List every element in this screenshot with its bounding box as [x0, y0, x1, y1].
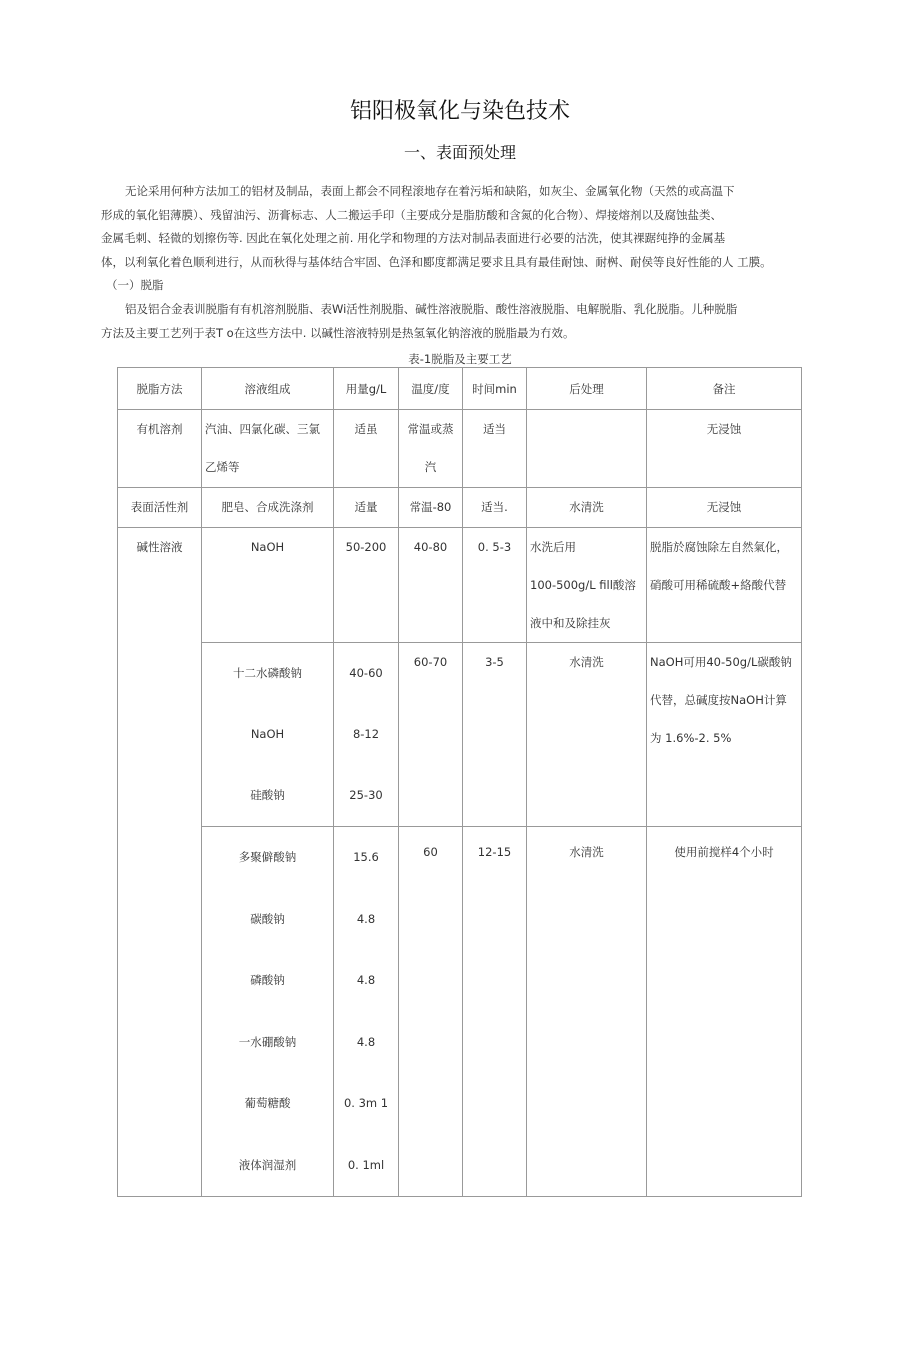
cell-text: 硝酸可用稀硫酸+絡酸代替 — [650, 578, 787, 592]
column-header: 用量g/L — [334, 368, 399, 410]
table-row — [118, 827, 802, 1197]
column-header: 备注 — [647, 368, 802, 410]
cell-post — [527, 488, 647, 528]
cell-temp — [399, 643, 463, 827]
cell-note — [647, 827, 802, 1197]
cell-text: 适当. — [481, 500, 508, 514]
cell-amount — [334, 528, 399, 643]
cell-text: 表面活性剂 — [130, 500, 189, 514]
column-header: 时间min — [463, 368, 527, 410]
degrease-table — [117, 367, 802, 1197]
cell-composition — [202, 827, 334, 1197]
cell-temp — [399, 827, 463, 1197]
cell-text: 常温或蒸 — [407, 422, 454, 436]
text-line: 无论采用何种方法加工的铝材及制品，表面上都会不同程滚地存在着污垢和缺陷，如灰尘、金属氧化物（天然的或高温下 — [125, 184, 735, 198]
table-row — [118, 643, 802, 827]
cell-post — [527, 827, 647, 1197]
column-header: 后处理 — [527, 368, 647, 410]
table-caption: 表-1脱脂及主要工艺 — [408, 352, 512, 366]
cell-text: 适量 — [354, 500, 378, 514]
cell-text: 适当 — [483, 422, 506, 436]
cell-note — [647, 528, 802, 643]
cell-text: 0. 3m 1 — [343, 1096, 389, 1110]
cell-text: 8-12 — [352, 727, 380, 741]
cell-text: 常温-80 — [409, 500, 452, 514]
cell-text: 液中和及除挂灰 — [530, 616, 611, 630]
cell-text: 脱脂於腐蚀除左自然氣化， — [650, 540, 788, 554]
cell-text: NaOH — [250, 540, 285, 554]
cell-temp — [399, 528, 463, 643]
cell-text: 水洗后用 — [530, 540, 576, 554]
subsection-heading — [106, 274, 816, 298]
section-title: 一、表面预处理 — [403, 143, 516, 162]
text-line: 方法及主要工艺列于表T o在这些方法中. 以碱性溶液特别是热氢氧化钠溶液的脱脂最为冇效。 — [101, 325, 575, 340]
cell-text: NaOH可用40-50g/L碳酸钠 — [650, 655, 792, 669]
cell-amount — [334, 410, 399, 488]
cell-composition — [202, 410, 334, 488]
cell-time — [463, 643, 527, 827]
cell-temp — [399, 410, 463, 488]
cell-text: 无浸蚀 — [706, 500, 742, 514]
table-row — [118, 488, 802, 528]
cell-note — [647, 410, 802, 488]
cell-text: 液体润湿剂 — [238, 1157, 297, 1172]
cell-text: 有机溶剂 — [136, 422, 183, 436]
cell-text: 4.8 — [356, 1034, 376, 1049]
text-line: 铝及铝合金表训脱脂有有机溶剂脱脂、表Wi活性剂脱脂、碱性溶液脱脂、酸性溶液脱脂、电解脱脂、乳化脱脂。儿种脱脂 — [125, 302, 738, 316]
column-header: 溶液组成 — [202, 368, 334, 410]
cell-text: 40-80 — [413, 540, 448, 554]
cell-time — [463, 827, 527, 1197]
cell-method — [118, 410, 202, 488]
cell-text: 乙烯等 — [205, 460, 240, 474]
cell-text: 水清洗 — [569, 845, 604, 859]
cell-amount — [334, 488, 399, 528]
text-line: 形成的氧化铝薄膜）、残留油污、沥膏标志、人二搬运手印（主要成分是脂肪酸和含氮的化合物）、焊接熔剂以及腐蚀盐类、 — [101, 207, 722, 222]
cell-text: 适虽 — [354, 422, 378, 436]
document-title: 铝阳极氧化与染色技术 — [349, 99, 570, 124]
text-line: 金属毛刺、轻微的划擦伤等. 因此在氧化处理之前. 用化学和物理的方法对制品表面进行必要的沽洗，使其裸踞纯挣的金属基 — [101, 231, 726, 246]
cell-composition — [202, 528, 334, 643]
cell-text: 无浸蚀 — [706, 422, 742, 436]
cell-text: 50-200 — [345, 540, 387, 554]
cell-text: 25-30 — [349, 788, 383, 802]
cell-post — [527, 528, 647, 643]
cell-text: 15.6 — [353, 850, 379, 864]
cell-text: 碱性溶液 — [136, 540, 183, 554]
cell-text: 4.8 — [356, 973, 376, 987]
cell-text: 碳酸钠 — [250, 911, 285, 926]
column-header: 脱脂方法 — [118, 368, 202, 410]
cell-text: 水清洗 — [569, 500, 604, 514]
cell-post — [527, 410, 647, 488]
intro-paragraph — [101, 180, 811, 274]
cell-text: 磷酸钠 — [250, 973, 285, 987]
cell-text: 为 1.6%-2. 5% — [650, 731, 732, 745]
table-row — [118, 410, 802, 488]
cell-text: 3-5 — [485, 655, 504, 669]
cell-text: 硅酸钠 — [250, 788, 285, 802]
cell-amount — [334, 643, 399, 827]
cell-composition — [202, 643, 334, 827]
cell-text: 葡萄糖酸 — [244, 1096, 291, 1110]
cell-text: 十二水磷酸钠 — [233, 666, 302, 680]
cell-text: 肥皂、合成洗涤剂 — [221, 500, 314, 514]
cell-method — [118, 488, 202, 528]
column-header: 温度/度 — [399, 368, 463, 410]
degrease-paragraph — [101, 298, 811, 345]
cell-note — [647, 488, 802, 528]
cell-text: 12-15 — [477, 845, 512, 859]
table-row — [118, 528, 802, 643]
cell-text: 60 — [423, 845, 438, 859]
cell-time — [463, 410, 527, 488]
cell-text: 100-500g/L fill酸溶 — [530, 578, 636, 592]
cell-text: 汽 — [424, 460, 437, 474]
cell-text: 60-70 — [413, 655, 448, 669]
cell-method — [118, 528, 202, 1197]
cell-text: 水清洗 — [569, 655, 604, 669]
cell-text: NaOH — [250, 727, 285, 741]
table-header-row — [118, 368, 802, 410]
cell-text: 一水硼酸钠 — [238, 1034, 297, 1049]
cell-temp — [399, 488, 463, 528]
cell-text: 汽油、四氯化碳、三氯 — [205, 422, 320, 436]
cell-time — [463, 488, 527, 528]
cell-text: 多聚僻酸钠 — [238, 850, 297, 864]
cell-text: 0. 1ml — [347, 1157, 385, 1172]
text-line: 体，以利氧化着色顺利进行，从而秋得与基体结合牢固、色泽和郾度都满足要求且具有最佳耐蚀、耐桝、耐侯等良好性能的人 工膜。 — [101, 254, 772, 269]
cell-amount — [334, 827, 399, 1197]
cell-time — [463, 528, 527, 643]
cell-text: 4.8 — [356, 911, 376, 926]
cell-note — [647, 643, 802, 827]
heading-degrease: （一）脱脂 — [106, 278, 164, 292]
cell-text: 40-60 — [349, 666, 383, 680]
cell-post — [527, 643, 647, 827]
cell-composition — [202, 488, 334, 528]
cell-text: 使用前搅样4个小时 — [674, 845, 774, 859]
cell-text: 代替，总碱度按NaOH计算 — [650, 693, 787, 707]
cell-text: 0. 5-3 — [477, 540, 512, 554]
